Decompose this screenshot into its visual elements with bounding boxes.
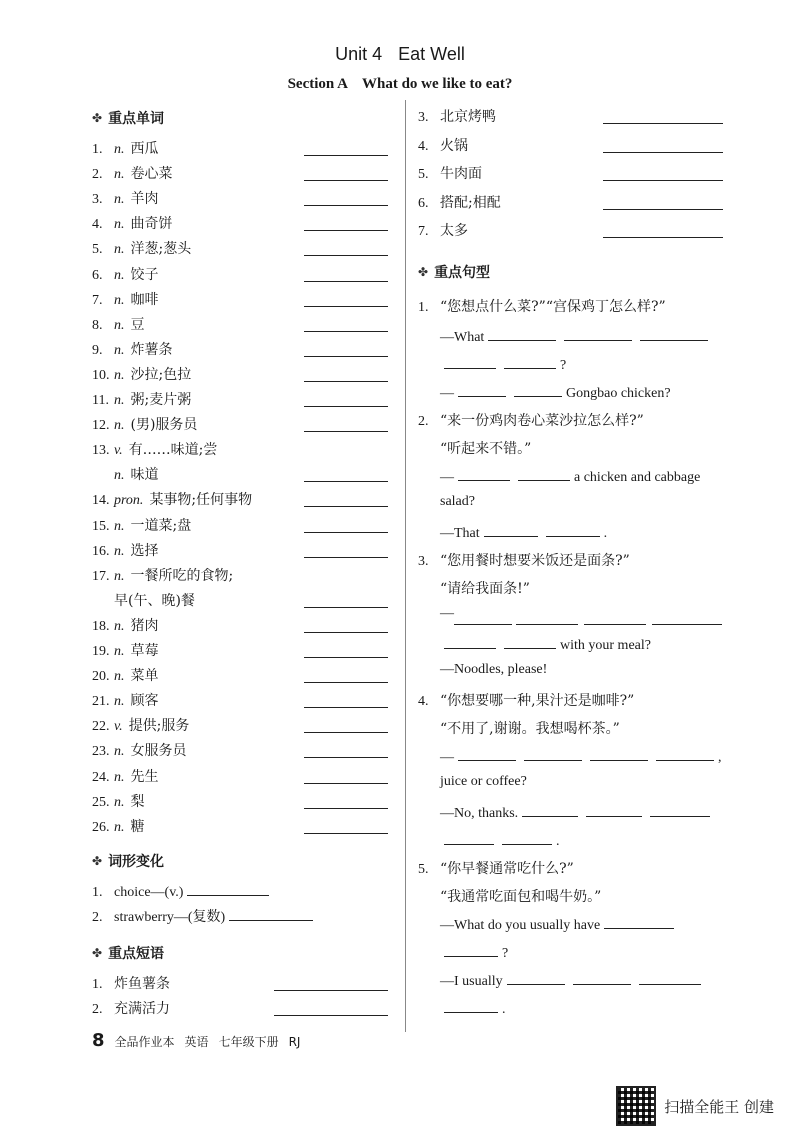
answer-blank[interactable] [584,624,646,625]
item-number: 4. [418,138,429,154]
phrase-item [92,973,170,993]
answer-text: —Noodles, please! [440,662,548,677]
answer-end: . [556,834,560,849]
chinese-prompt: “我通常吃面包和喝牛奶。” [440,889,602,905]
chinese-meaning: 洋葱;葱头 [130,241,192,258]
vocab-item [92,565,233,585]
word-form-prompt: choice—(v.) [114,884,184,900]
item-number: 26. [92,819,110,835]
page-footer: 8 全品作业本 英语 七年级下册 RJ [92,1030,301,1051]
sentence-prompt [418,296,666,316]
answer-blank[interactable] [304,406,388,407]
answer-blank[interactable] [304,356,388,357]
answer-start: —What do you usually have [440,918,601,933]
sentence-prompt [440,886,601,906]
vocab-item [92,188,159,208]
part-of-speech: n. [114,543,125,559]
answer-start: — [440,386,454,401]
item-number: 3. [418,110,429,125]
answer-line [440,914,678,934]
answer-line [440,830,560,850]
item-number: 5. [418,167,429,182]
answer-blank[interactable] [229,906,313,921]
answer-blank[interactable] [304,306,388,307]
chinese-prompt: “听起来不错。” [440,441,532,457]
section-heading-label: 重点单词 [108,111,165,127]
word-form-item [92,906,317,926]
item-number: 1. [92,142,103,157]
chinese-prompt: “您用餐时想要米饭还是面条?” [440,553,630,569]
part-of-speech: n. [114,568,125,584]
clover-icon: ✤ [92,945,103,960]
item-number: 2. [92,909,103,925]
answer-blank[interactable] [304,808,388,809]
phrase-item [92,998,170,1018]
part-of-speech: n. [114,518,125,534]
vocab-item [92,289,159,309]
sentence-prompt [418,410,644,430]
answer-blank[interactable] [458,466,510,481]
part-of-speech: pron. [114,493,144,509]
answer-blank[interactable] [502,830,552,845]
answer-blank[interactable] [603,152,723,153]
answer-blank[interactable] [444,830,494,845]
vocab-item [92,439,217,459]
section-heading-label: 重点句型 [434,265,491,281]
answer-blank[interactable] [603,237,723,238]
answer-end: a chicken and cabbage [574,470,701,485]
answer-blank[interactable] [304,532,388,533]
item-number: 11. [92,393,109,408]
item-number: 25. [92,794,110,810]
chinese-meaning: 饺子 [130,266,159,283]
answer-line [440,970,705,990]
vocab-item [92,238,191,258]
chinese-meaning: 西瓜 [130,141,159,157]
part-of-speech: n. [114,192,125,208]
chinese-meaning: 炸薯条 [130,341,173,358]
part-of-speech: v. [114,719,123,735]
part-of-speech: n. [114,217,125,233]
section-heading-label: 重点短语 [108,945,165,962]
part-of-speech: n. [114,744,125,760]
answer-start: — [440,750,454,765]
answer-blank[interactable] [524,746,582,761]
chinese-prompt: “请给我面条!” [440,581,530,597]
answer-blank[interactable] [603,180,723,181]
vocab-item [92,665,159,685]
answer-start: —That [440,526,480,541]
answer-blank[interactable] [304,657,388,658]
chinese-meaning: 草莓 [130,643,159,659]
item-number: 24. [92,769,110,785]
sentence-prompt [418,858,574,878]
chinese-meaning: 一道菜;盘 [130,517,192,534]
answer-line [440,326,712,346]
vocab-item [92,540,159,560]
item-number: 23. [92,744,110,760]
item-number: 1. [92,976,103,992]
answer-end: . [502,1002,506,1017]
chinese-meaning: 沙拉;色拉 [130,366,192,383]
chinese-meaning: 羊肉 [130,191,159,208]
answer-blank[interactable] [504,354,556,369]
chinese-meaning: 北京烤鸭 [440,109,496,125]
answer-blank[interactable] [590,746,648,761]
part-of-speech: n. [114,819,125,835]
answer-line [440,522,607,542]
item-number: 6. [418,195,429,211]
answer-end: . [603,526,608,541]
answer-blank[interactable] [304,155,388,156]
answer-line [440,746,722,766]
vocab-item [92,791,145,811]
answer-blank[interactable] [454,624,512,625]
answer-blank[interactable] [444,942,498,957]
answer-blank[interactable] [304,707,388,708]
phrase-item [418,163,482,183]
answer-start: —I usually [440,974,503,989]
answer-blank[interactable] [573,970,631,985]
vocab-item [92,715,189,735]
vocab-item [92,590,195,610]
section-heading-label: 词形变化 [108,853,165,870]
item-number: 2. [418,414,429,429]
part-of-speech: n. [114,644,125,659]
sentence-prompt [418,550,630,570]
chinese-meaning: 某事物;任何事物 [149,492,253,509]
answer-blank[interactable] [522,802,578,817]
answer-blank[interactable] [516,624,578,625]
item-number: 18. [92,618,110,634]
answer-line [440,774,527,790]
vocab-item [92,163,173,183]
item-number: 1. [92,884,103,900]
answer-blank[interactable] [639,970,701,985]
item-number: 5. [92,242,103,258]
item-number: 10. [92,367,110,383]
chinese-meaning: 卷心菜 [130,166,173,183]
chinese-meaning: 曲奇饼 [130,216,173,233]
answer-blank[interactable] [274,1015,388,1016]
answer-blank[interactable] [444,998,498,1013]
answer-text: salad? [440,494,475,509]
phrase-item [418,220,468,240]
item-number: 6. [92,267,103,283]
chinese-meaning: 早(午、晚)餐 [114,592,195,609]
item-number: 12. [92,418,110,434]
answer-blank[interactable] [304,205,388,206]
item-number: 4. [92,217,103,233]
item-number: 21. [92,694,110,710]
answer-line [440,802,714,822]
answer-blank[interactable] [304,230,388,231]
answer-blank[interactable] [304,331,388,332]
chinese-meaning: 一餐所吃的食物; [130,567,234,584]
answer-blank[interactable] [274,990,388,991]
answer-blank[interactable] [458,746,516,761]
answer-line [440,494,475,510]
section-heading [418,262,490,282]
vocab-item [92,766,159,786]
section-heading [92,851,164,871]
answer-blank[interactable] [603,209,723,210]
word-form-item [92,881,273,901]
answer-blank[interactable] [652,624,722,625]
answer-blank[interactable] [304,607,388,608]
vocab-item [92,213,173,233]
answer-blank[interactable] [564,326,632,341]
item-number: 7. [92,292,103,308]
answer-blank[interactable] [504,634,556,649]
answer-blank[interactable] [444,354,496,369]
chinese-meaning: 糖 [130,818,145,835]
part-of-speech: n. [114,418,125,434]
answer-text: juice or coffee? [440,774,527,789]
chinese-meaning: 豆 [130,316,145,333]
item-number: 5. [418,862,429,877]
vocab-item [92,138,159,158]
page-number: 8 [92,1030,105,1051]
answer-blank[interactable] [488,326,556,341]
answer-blank[interactable] [656,746,714,761]
answer-blank[interactable] [304,557,388,558]
qr-code-icon [616,1086,656,1126]
chinese-meaning: 火锅 [440,137,468,154]
vocab-item [92,690,159,710]
vocab-item [92,364,191,384]
item-number: 2. [92,167,103,183]
answer-line [440,634,651,654]
vocab-item [92,615,159,635]
answer-blank[interactable] [604,914,674,929]
answer-blank[interactable] [304,381,388,382]
answer-blank[interactable] [304,833,388,834]
answer-blank[interactable] [546,522,600,537]
answer-line [440,662,547,678]
answer-blank[interactable] [458,382,506,397]
answer-blank[interactable] [507,970,565,985]
answer-blank[interactable] [304,180,388,181]
part-of-speech: n. [114,267,125,283]
item-number: 3. [92,192,103,208]
part-of-speech: n. [114,292,125,308]
answer-blank[interactable] [304,632,388,633]
answer-blank[interactable] [586,802,642,817]
section-title: Section A What do we like to eat? [287,76,513,92]
sentence-prompt [440,438,531,458]
sentence-prompt [440,718,620,738]
unit-title: Unit 4 Eat Well [335,44,465,64]
part-of-speech: n. [114,317,125,333]
scanner-watermark: 扫描全能王 创建 [616,1086,774,1126]
clover-icon: ✤ [92,111,103,125]
column-divider [405,100,406,1032]
chinese-meaning: 女服务员 [130,743,187,760]
answer-line [440,998,506,1018]
answer-blank[interactable] [603,123,723,124]
answer-blank[interactable] [650,802,710,817]
answer-line [440,466,700,486]
clover-icon: ✤ [92,853,103,868]
item-number: 2. [92,1001,103,1017]
answer-line [440,942,508,962]
chinese-prompt: “你早餐通常吃什么?” [440,861,574,877]
chinese-meaning: 太多 [440,223,468,239]
answer-blank[interactable] [304,431,388,432]
part-of-speech: n. [114,618,125,634]
chinese-prompt: “来一份鸡肉卷心菜沙拉怎么样?” [440,413,644,429]
answer-end: with your meal? [560,638,651,653]
phrase-item [418,135,468,155]
sentence-prompt [440,578,530,598]
answer-line [440,354,566,374]
item-number: 13. [92,443,110,459]
answer-blank[interactable] [304,255,388,256]
item-number: 3. [418,554,429,569]
answer-blank[interactable] [304,506,388,507]
chinese-meaning: 先生 [130,768,159,785]
chinese-meaning: 菜单 [130,668,159,685]
answer-start: — [440,606,454,621]
phrase-item [418,106,496,126]
answer-line [440,606,454,622]
answer-blank[interactable] [304,281,388,282]
answer-blank[interactable] [304,481,388,482]
chinese-meaning: 充满活力 [114,1000,170,1017]
chinese-prompt: “你想要哪一种,果汁还是咖啡?” [440,693,635,709]
part-of-speech: n. [114,142,125,157]
sentence-prompt [418,690,634,710]
chinese-meaning: 搭配;相配 [440,194,501,211]
answer-blank[interactable] [304,783,388,784]
chinese-meaning: 咖啡 [130,291,159,308]
answer-blank[interactable] [518,466,570,481]
item-number: 22. [92,719,110,735]
item-number: 8. [92,317,103,333]
vocab-item [92,515,191,535]
answer-end: , [718,750,722,765]
part-of-speech: v. [114,443,123,459]
part-of-speech: n. [114,342,125,358]
answer-end: ? [560,358,567,373]
chinese-meaning: 炸鱼薯条 [114,975,170,992]
vocab-item [92,339,173,359]
vocab-item [92,264,159,284]
part-of-speech: n. [114,167,125,183]
part-of-speech: n. [114,367,125,383]
chinese-meaning: 牛肉面 [440,166,482,182]
item-number: 1. [418,300,429,315]
vocab-item [92,414,197,434]
chinese-meaning: 选择 [130,542,159,559]
item-number: 14. [92,493,110,509]
chinese-meaning: 梨 [130,793,145,810]
chinese-prompt: “您想点什么菜?”“宫保鸡丁怎么样?” [440,299,666,315]
chinese-meaning: 提供;服务 [128,718,190,735]
chinese-meaning: 顾客 [130,693,159,710]
answer-line [440,382,671,402]
clover-icon: ✤ [418,265,429,279]
part-of-speech: n. [114,393,125,408]
part-of-speech: n. [114,242,125,258]
answer-blank[interactable] [444,634,496,649]
section-heading [92,108,164,128]
vocab-item [92,816,145,836]
part-of-speech: n. [114,694,125,710]
word-form-prompt: strawberry—(复数) [114,909,226,925]
chinese-meaning: 猪肉 [130,617,159,634]
chinese-meaning: 粥;麦片粥 [130,392,192,408]
vocab-item [92,314,145,334]
item-number: 4. [418,694,429,709]
answer-blank[interactable] [514,382,562,397]
vocab-item [92,464,159,484]
phrase-item [418,192,501,212]
answer-end: Gongbao chicken? [566,386,671,401]
section-heading [92,943,164,963]
answer-end: ? [502,946,509,961]
part-of-speech: n. [114,468,125,484]
item-number: 19. [92,644,110,659]
answer-blank[interactable] [484,522,538,537]
item-number: 16. [92,543,110,559]
part-of-speech: n. [114,794,125,810]
vocab-item [92,489,252,509]
chinese-meaning: (男)服务员 [130,417,198,434]
answer-start: —What [440,330,485,345]
item-number: 9. [92,342,103,358]
part-of-speech: n. [114,669,125,685]
chinese-meaning: 有……味道;尝 [128,442,218,459]
vocab-item [92,640,159,660]
answer-blank[interactable] [187,881,269,896]
chinese-meaning: 味道 [130,467,159,484]
item-number: 7. [418,224,429,239]
answer-blank[interactable] [304,757,388,758]
item-number: 15. [92,518,110,534]
answer-blank[interactable] [640,326,708,341]
part-of-speech: n. [114,769,125,785]
item-number: 17. [92,568,110,584]
vocab-item [92,740,187,760]
chinese-prompt: “不用了,谢谢。我想喝杯茶。” [440,721,620,737]
answer-start: —No, thanks. [440,806,519,821]
vocab-item [92,389,191,409]
item-number: 20. [92,669,110,685]
answer-start: — [440,470,454,485]
answer-blank[interactable] [304,732,388,733]
answer-blank[interactable] [304,682,388,683]
